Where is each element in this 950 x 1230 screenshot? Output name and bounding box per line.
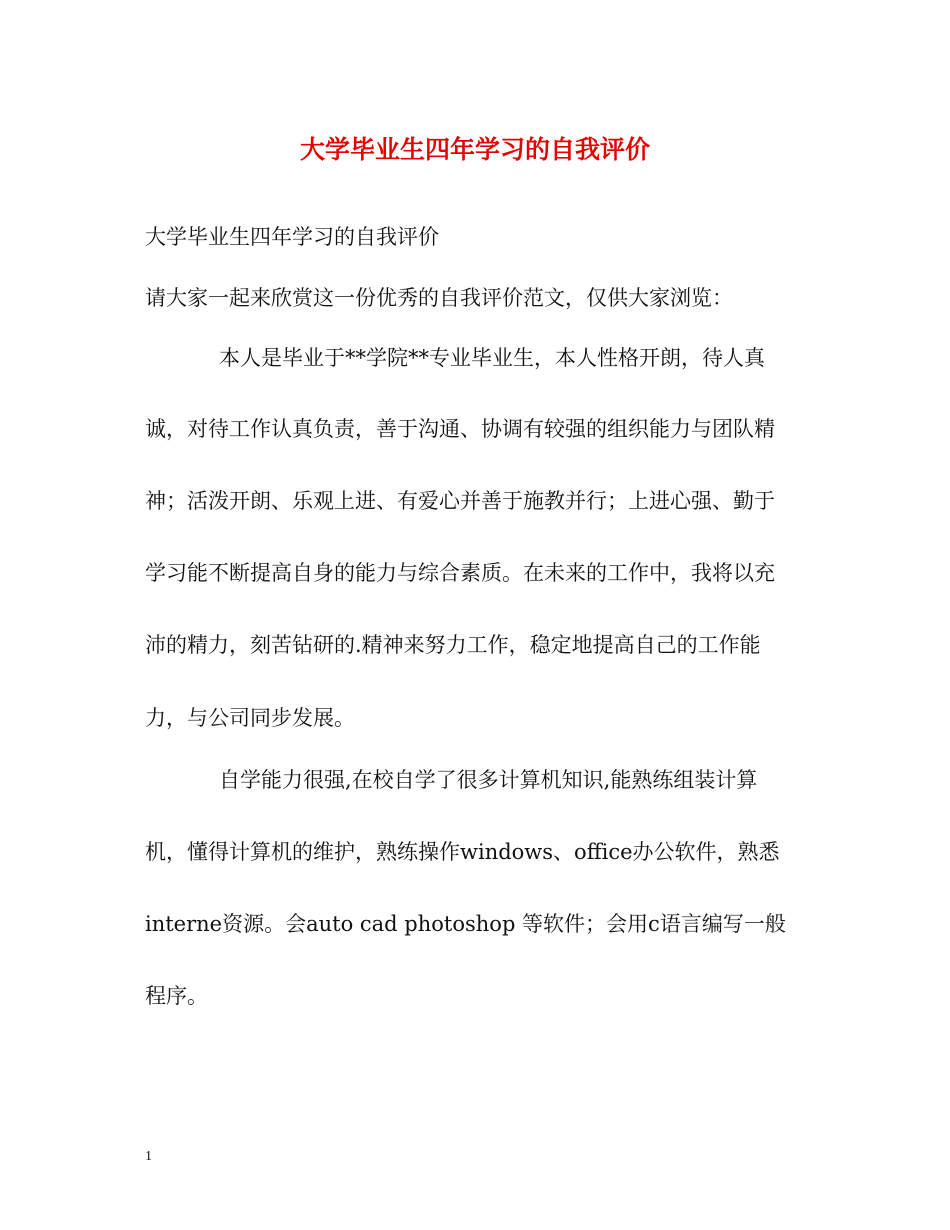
paragraph2-line: 程序。	[145, 984, 208, 1008]
paragraph2-line: 自学能力很强,在校自学了很多计算机知识,能熟练组装计算	[219, 768, 758, 792]
paragraph1-line: 神；活泼开朗、乐观上进、有爱心并善于施教并行；上进心强、勤于	[145, 489, 775, 513]
document-title: 大学毕业生四年学习的自我评价	[299, 135, 650, 164]
paragraph2-line: 机，懂得计算机的维护，熟练操作windows、office办公软件，熟悉	[145, 840, 780, 864]
paragraph1-line: 沛的精力，刻苦钻研的.精神来努力工作，稳定地提高自己的工作能	[145, 633, 761, 657]
paragraph1-line: 学习能不断提高自身的能力与综合素质。在未来的工作中，我将以充	[145, 561, 775, 585]
paragraph1-line: 力，与公司同步发展。	[145, 706, 355, 730]
page-number: 1	[145, 1149, 152, 1164]
paragraph2-line: interne资源。会auto cad photoshop 等软件；会用c语言编写一般	[145, 912, 786, 936]
intro-line: 请大家一起来欣赏这一份优秀的自我评价范文，仅供大家浏览：	[145, 286, 733, 310]
paragraph1-line: 本人是毕业于**学院**专业毕业生，本人性格开朗，待人真	[219, 346, 765, 370]
subtitle-line: 大学毕业生四年学习的自我评价	[145, 225, 439, 249]
paragraph1-line: 诚，对待工作认真负责，善于沟通、协调有较强的组织能力与团队精	[145, 417, 775, 441]
